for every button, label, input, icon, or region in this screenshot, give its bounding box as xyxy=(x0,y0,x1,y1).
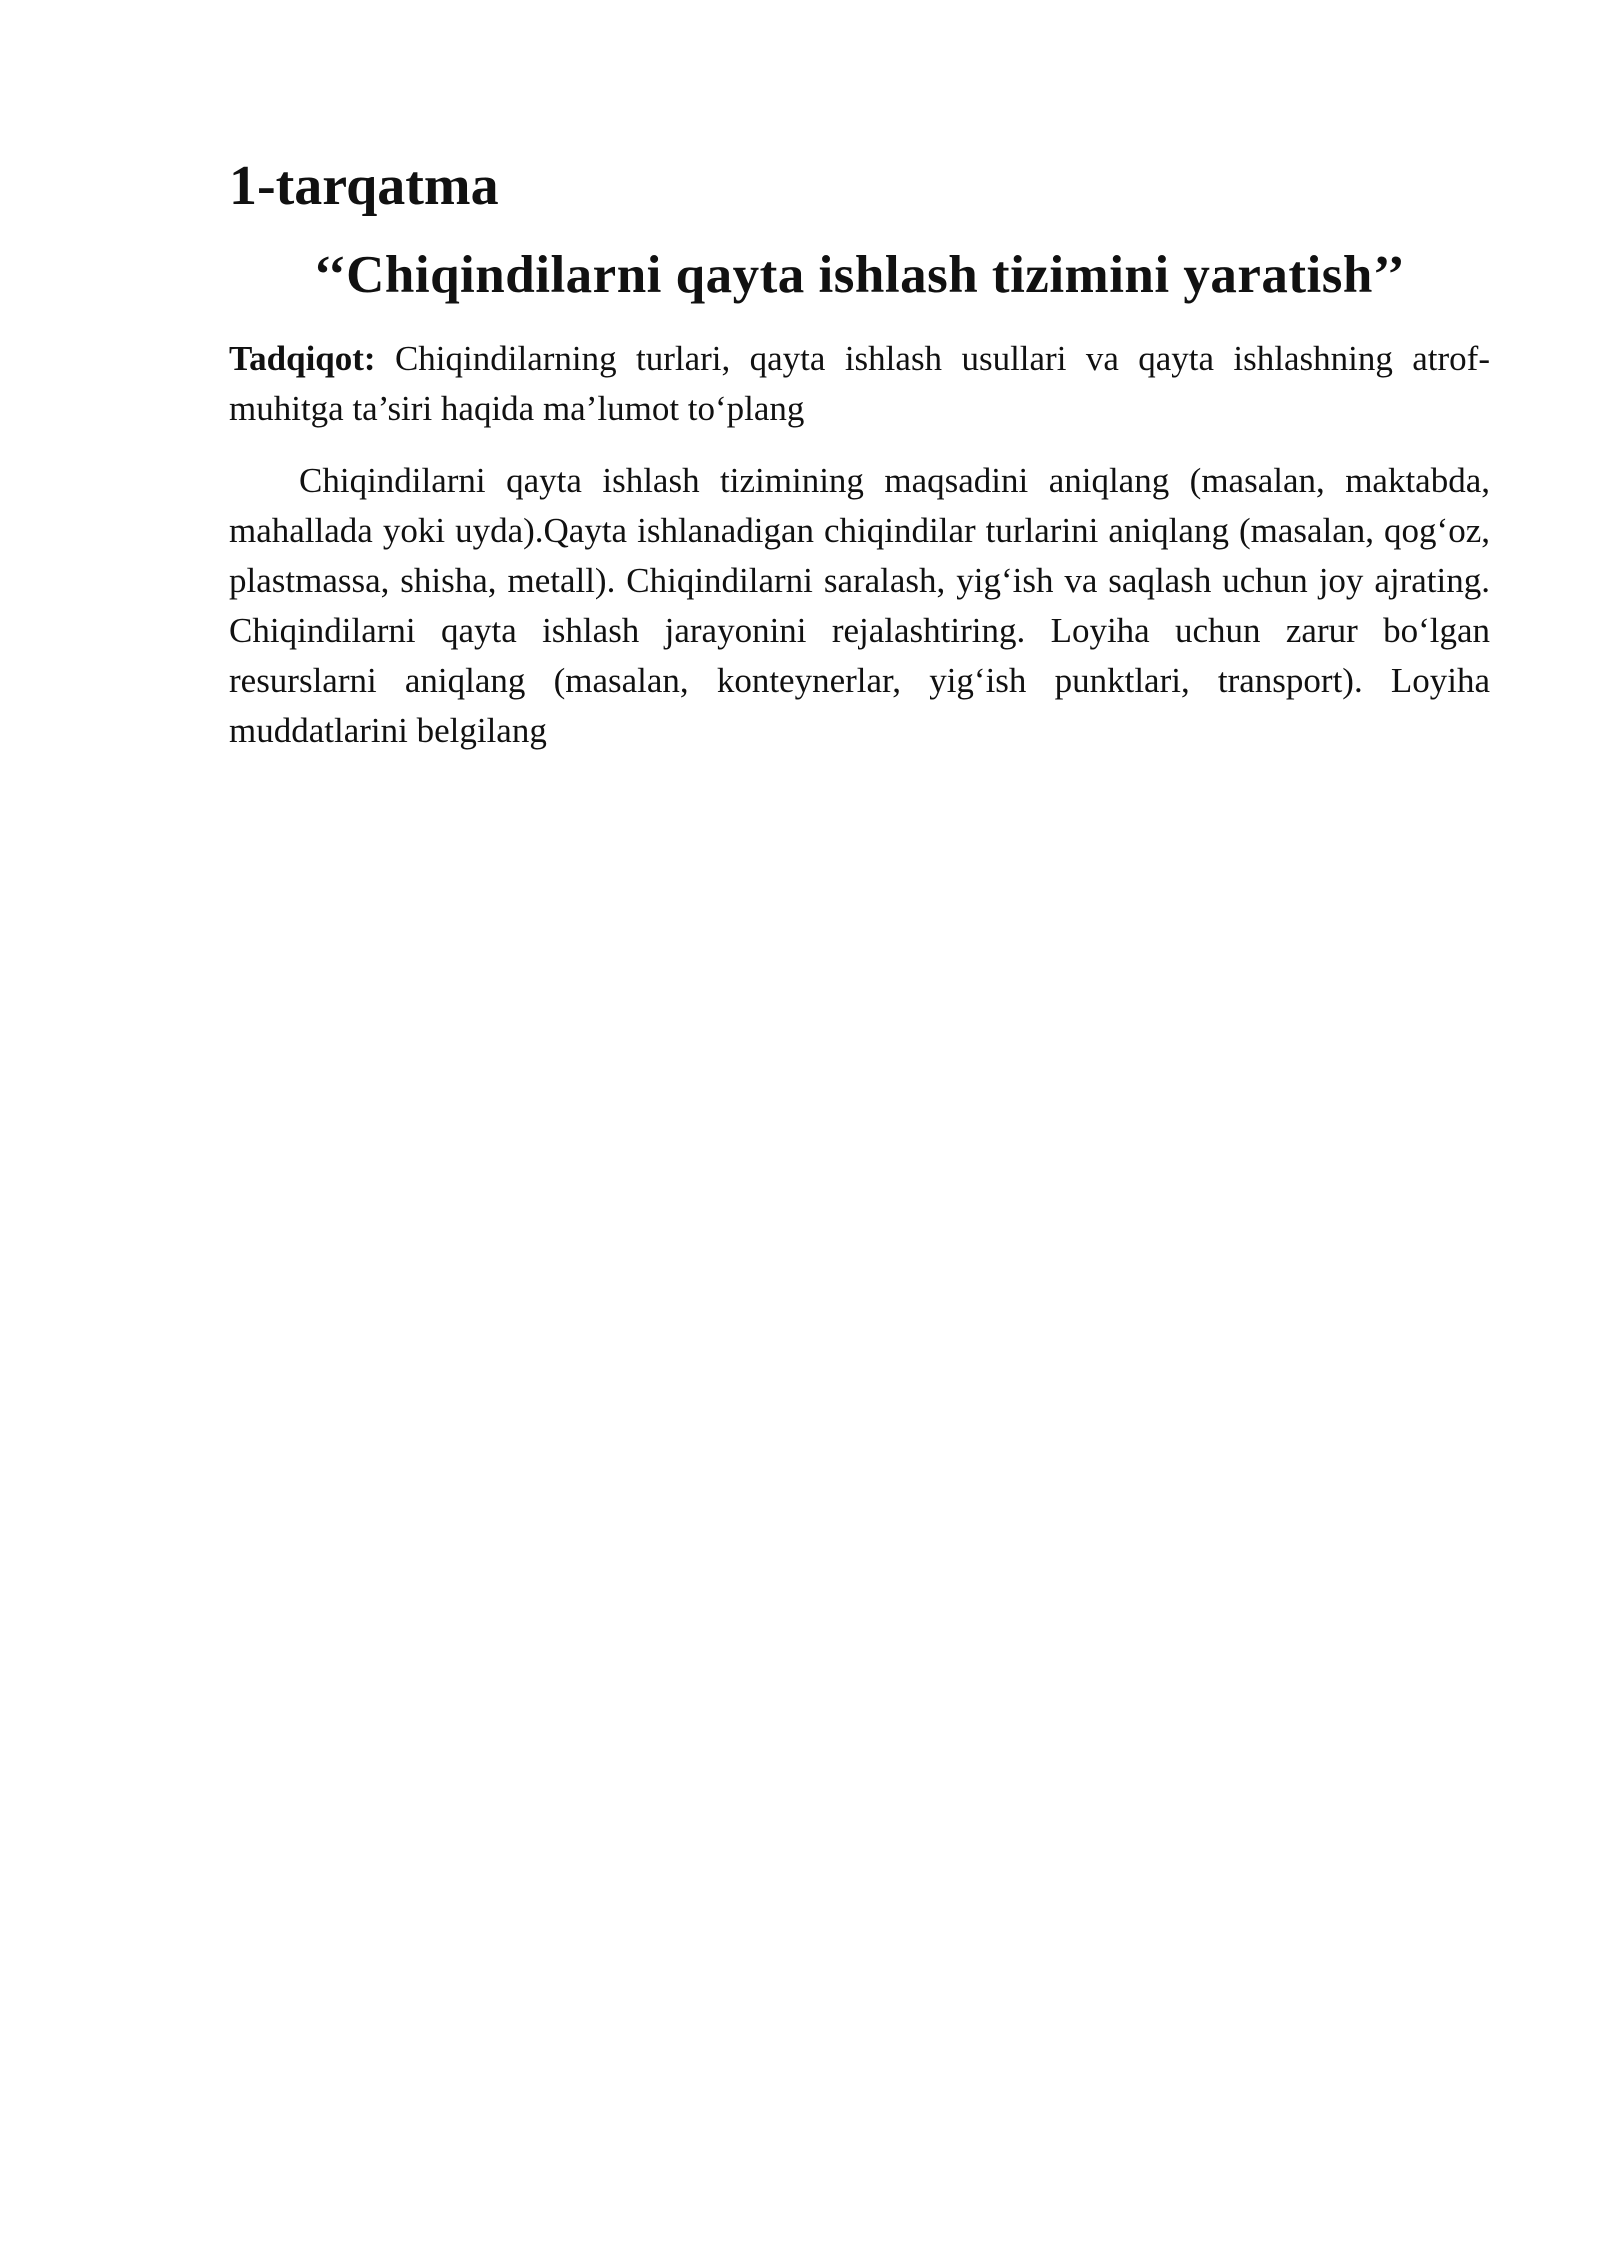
body-paragraph: Chiqindilarni qayta ishlash tizimining maqsadini aniqlang (masalan, maktabda, mahallada yoki uyda).Qayta ishlanadigan chiqindilar turlarini aniqlang (masalan, qog‘oz, plastmassa, shisha, metall). Chiqindilarni saralash, yig‘ish va saqlash uchun joy ajrating. Chiqindilarni qayta ishlash jarayonini rejalashtiring. Loyiha uchun zarur bo‘lgan resurslarni aniqlang (masalan, konteynerlar, yig‘ish punktlari, transport). Loyiha muddatlarini belgilang xyxy=(229,461,1490,750)
handout-number-heading: 1-tarqatma xyxy=(229,155,499,217)
research-text: Chiqindilarning turlari, qayta ishlash usullari va qayta ishlashning atrof-muhitga ta’siri haqida ma’lumot to‘plang xyxy=(229,339,1490,428)
research-paragraph xyxy=(229,334,1490,434)
document-title: ‘‘Chiqindilarni qayta ishlash tizimini yaratish’’ xyxy=(313,246,1406,304)
page-content xyxy=(229,150,1490,756)
research-label: Tadqiqot: xyxy=(229,339,376,378)
